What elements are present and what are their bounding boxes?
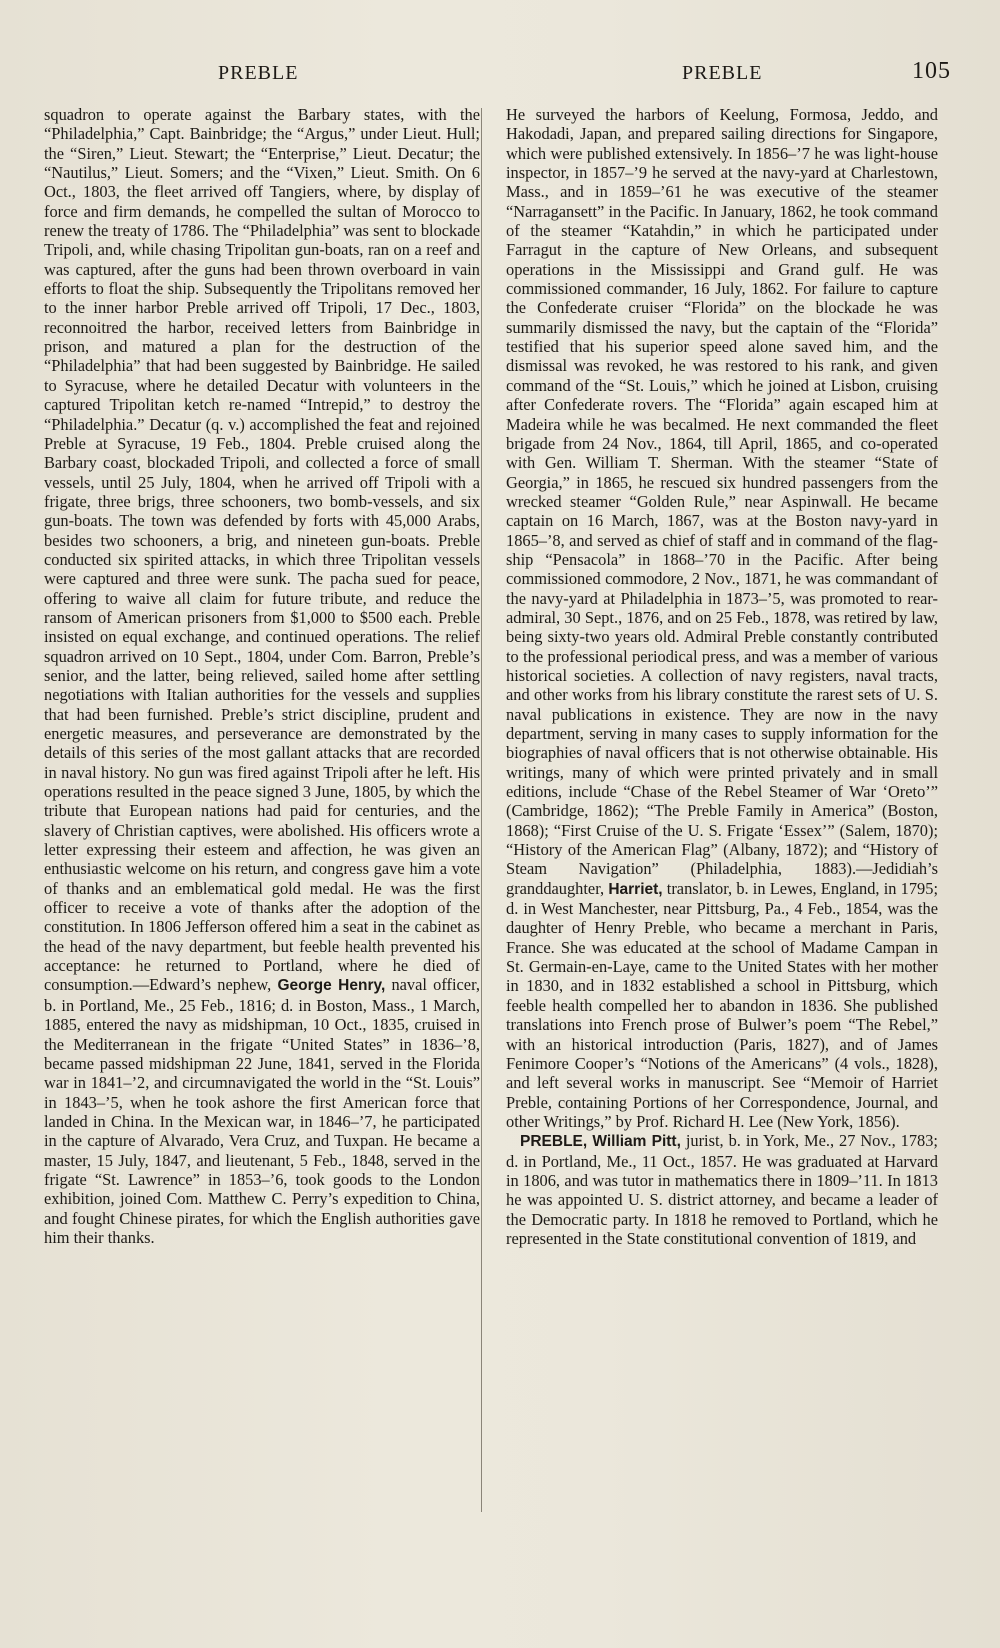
entry-text: squadron to operate against the Barbary states, with the “Philadelphia,” Capt. Bainbridge; the “Argus,” under Lieut. Hull; the “Siren,” Lieut. Stewart; the “Enterprise,” Lieut. Decatur; the “Nautilus,” Lieut. Somers; and the “Vixen,” Lieut. Smith. On 6 Oct., 1803, the fleet arrived off Tangiers, where, by display of force and firm demands, he compelled the sultan of Morocco to renew the treaty of 1786. The “Philadelphia” was sent to blockade Tripoli, and, while chasing Tripolitan gun-boats, ran on a reef and was captured, after the guns had been thrown overboard in vain efforts to float the ship. Subsequently the Tripolitans removed her to the inner harbor Preble arrived off Tripoli, 17 Dec., 1803, reconnoitred the harbor, received letters from Bainbridge in prison, and matured a plan for the destruction of the “Philadelphia” that had been suggested by Bainbridge. He sailed to Syracuse, where he detailed Decatur with volunteers in the captured Tripolitan ketch re-named “Intrepid,” to destroy the “Philadelphia.” Decatur (q. v.) accomplished the feat and rejoined Preble at Syracuse, 19 Feb., 1804. Preble cruised along the Barbary coast, blockaded Tripoli, and collected a force of small vessels, until 25 July, 1804, when he arrived off Tripoli with a frigate, three brigs, three schooners, two bomb-vessels, and six gun-boats. The town was defended by forts with 45,000 Arabs, besides two schooners, a brig, and nineteen gun-boats. Preble conducted six spirited attacks, in which three Tripolitan vessels were captured and three were sunk. The pacha sued for peace, offering to waive all claim for future tribute, and reduce the ransom of American prisoners from $1,000 to $500 each. Preble insisted on equal exchange, and continued operations. The relief squadron arrived on 10 Sept., 1804, under Com. Barron, Preble’s senior, and the latter, being relieved, sailed home after settling negotiations with Italian authorities for the vessels and supplies that had been furnished. Preble’s strict discipline, prudent and energetic measures, and perseverance are demonstrated by the details of this series of the most gallant attacks that are recorded in naval history. No gun was fired against Tripoli after he left. His operations resulted in the peace signed 3 June, 1805, by which the tribute that European nations had paid for centuries, and the slavery of Christian captives, were abolished. His officers wrote a letter expressing their esteem and affection, he was given an enthusiastic welcome on his return, and congress gave him a vote of thanks and an emblematical gold medal. He was the first officer to receive a vote of thanks after the adoption of the constitution. In 1806 Jefferson offered him a seat in the cabinet as the head of the navy department, but feeble health prevented his acceptance: he returned to Portland, where he died of consumption.—Edward’s nephew, [44,105,480,995]
left-column [44,105,480,1247]
entry-name-william-pitt: PREBLE, William Pitt, [520,1133,681,1151]
running-head-right: PREBLE [682,62,763,84]
column-divider [481,108,482,1512]
running-head-left: PREBLE [218,62,299,84]
right-column [506,105,938,1248]
entry-george-henry-continued [506,105,938,1131]
entry-text: translator, b. in Lewes, England, in 1795; d. in West Manchester, near Pittsburg, Pa., 4 Feb., 1854, was the daughter of Henry Preble, who became a merchant in Paris, France. She was educated at the school of Madame Campan in St. Germain-en-Laye, came to the United States with her mother in 1830, and in 1832 established a school in Pittsburg, which feeble health compelled her to abandon in 1836. She published translations into French prose of Bulwer’s poem “The Rebel,” with an historical introduction (Paris, 1827), and of James Fenimore Cooper’s “Notions of the Americans” (4 vols., 1828), and left several works in manuscript. See “Memoir of Harriet Preble, containing Portions of her Correspondence, Journal, and other Writings,” by Prof. Richard H. Lee (New York, 1856). [506,878,938,1131]
entry-text: He surveyed the harbors of Keelung, Formosa, Jeddo, and Hakodadi, Japan, and prepared sailing directions for Singapore, which were published extensively. In 1856–’7 he was light-house inspector, in 1857–’9 he served at the navy-yard at Charlestown, Mass., and in 1859–’61 he was executive of the steamer “Narragansett” in the Pacific. In January, 1862, he took command of the steamer “Katahdin,” in which he participated under Farragut in the capture of New Orleans, and subsequent operations in the Mississippi and Grand gulf. He was commissioned commander, 16 July, 1862. For failure to capture the Confederate cruiser “Florida” on the blockade he was summarily dismissed the navy, but the captain of the “Florida” testified that his superior speed alone saved him, and the dismissal was revoked, he was restored to his rank, and given command of the “St. Louis,” which he joined at Lisbon, cruising after Confederate rovers. The “Florida” again escaped him at Madeira while he was becalmed. He next commanded the fleet brigade from 24 Nov., 1864, till April, 1865, and co-operated with Gen. William T. Sherman. With the steamer “State of Georgia,” in 1865, he rescued six hundred passengers from the wrecked steamer “Golden Rule,” near Aspinwall. He became captain on 16 March, 1867, was at the Boston navy-yard in 1865–’8, and served as chief of staff and in command of the flag-ship “Pensacola” in 1868–’70 in the Pacific. After being commissioned commodore, 2 Nov., 1871, he was commandant of the navy-yard at Philadelphia in 1873–’5, was promoted to rear-admiral, 30 Sept., 1876, and on 25 Feb., 1878, was retired by law, being sixty-two years old. Admiral Preble constantly contributed to the professional periodical press, and was a member of various historical societies. A collection of navy registers, naval tracts, and other works from his library constitute the rarest sets of U. S. naval publications in existence. They are now in the navy department, serving in many cases to supply information for the biographies of naval officers that is not otherwise obtainable. His writings, many of which were printed privately and in small editions, include “Chase of the Rebel Steamer of War ‘Oreto’” (Cambridge, 1862); “The Preble Family in America” (Boston, 1868); “First Cruise of the U. S. Frigate ‘Essex’” (Salem, 1870); “History of the American Flag” (Albany, 1872); and “History of Steam Navigation” (Philadelphia, 1883).—Jedidiah’s granddaughter, [506,105,938,898]
entry-name-harriet: Harriet, [608,880,663,898]
page-number: 105 [912,58,951,84]
entry-edward-preble-continued [44,105,480,1247]
entry-text: naval officer, b. in Portland, Me., 25 Feb., 1816; d. in Boston, Mass., 1 March, 1885, entered the navy as midshipman, 10 Oct., 1835, cruised in the Mediterranean in the frigate “United States” in 1836–’8, became passed midshipman 22 June, 1841, served in the Florida war in 1841–’2, and circumnavigated the world in the “St. Louis” in 1843–’5, when he took ashore the first American force that landed in China. In the Mexican war, in 1846–’7, he participated in the capture of Alvarado, Vera Cruz, and Tuxpan. He became a master, 15 July, 1847, and lieutenant, 5 Feb., 1848, served in the frigate “St. Lawrence” in 1853–’6, took goods to the London exhibition, joined Com. Matthew C. Perry’s expedition to China, and fought Chinese pirates, for which the English authorities gave him their thanks. [44,975,480,1247]
entry-name-george-henry: George Henry, [277,977,386,995]
entry-william-pitt-preble [506,1131,938,1248]
page-header [0,56,1000,96]
entry-text: jurist, b. in York, Me., 27 Nov., 1783; d. in Portland, Me., 11 Oct., 1857. He was graduated at Harvard in 1806, and was tutor in mathematics there in 1809–’11. In 1813 he was appointed U. S. district attorney, and became a leader of the Democratic party. In 1818 he removed to Portland, which he represented in the State constitutional convention of 1819, and [506,1131,938,1248]
